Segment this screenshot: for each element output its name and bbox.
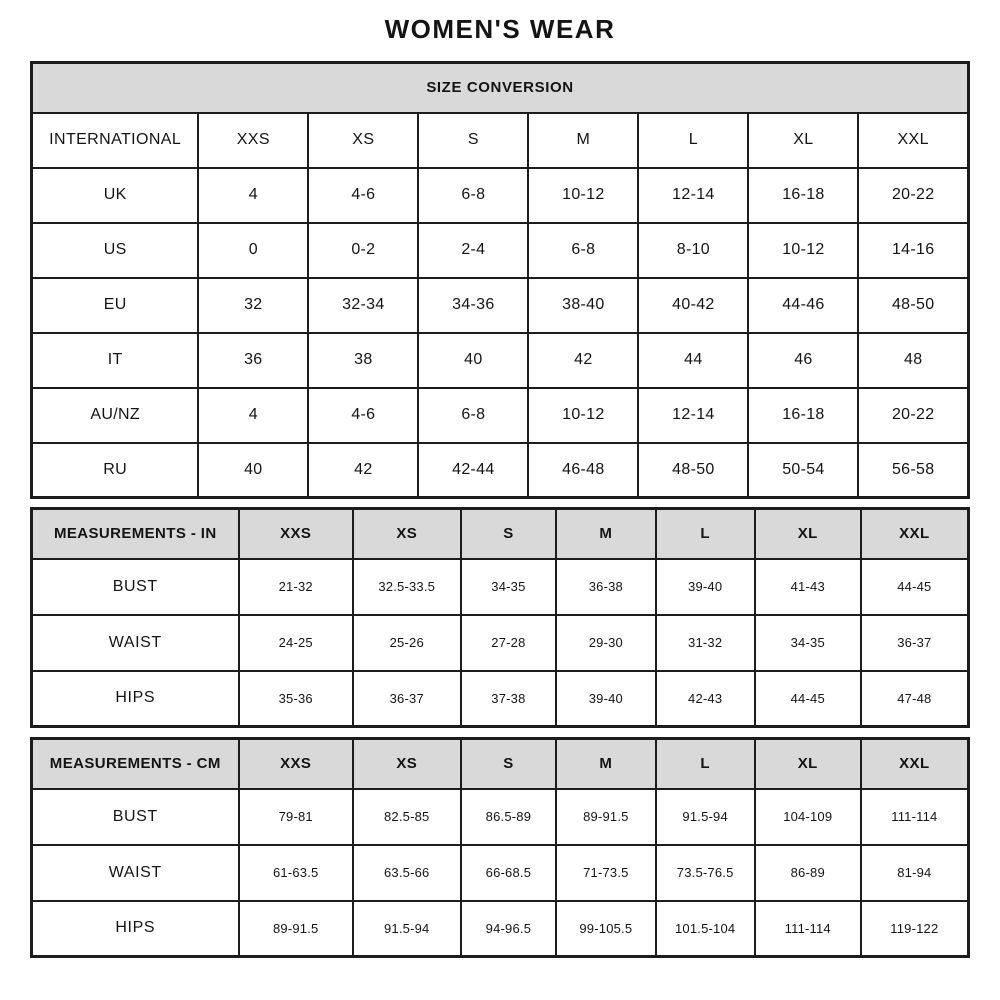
column-header: INTERNATIONAL <box>32 113 199 168</box>
column-header: XXS <box>239 509 353 559</box>
table-cell: 56-58 <box>858 443 968 498</box>
table-cell: 44-45 <box>861 559 969 615</box>
table-cell: 32-34 <box>308 278 418 333</box>
size-conversion-body <box>32 168 969 498</box>
table-cell: 66-68.5 <box>461 845 557 901</box>
table-cell: 10-12 <box>528 168 638 223</box>
column-header: XXS <box>239 739 353 789</box>
table-cell: 0 <box>198 223 308 278</box>
measurements-cm-body <box>32 789 969 957</box>
table-cell: 6-8 <box>418 388 528 443</box>
row-label: RU <box>32 443 199 498</box>
row-label: HIPS <box>32 901 239 957</box>
column-header: L <box>638 113 748 168</box>
table-cell: 37-38 <box>461 671 557 727</box>
table-cell: 36-38 <box>556 559 655 615</box>
table-cell: 34-35 <box>755 615 861 671</box>
column-header: L <box>656 739 755 789</box>
table-cell: 20-22 <box>858 388 968 443</box>
size-conversion-table <box>30 61 970 499</box>
table-cell: 4 <box>198 388 308 443</box>
table-cell: 48 <box>858 333 968 388</box>
table-cell: 34-35 <box>461 559 557 615</box>
table-cell: 35-36 <box>239 671 353 727</box>
table-cell: 39-40 <box>556 671 655 727</box>
table-row <box>32 388 969 443</box>
table-cell: 39-40 <box>656 559 755 615</box>
column-header: S <box>461 739 557 789</box>
column-header: L <box>656 509 755 559</box>
row-label: IT <box>32 333 199 388</box>
table-cell: 36-37 <box>353 671 461 727</box>
measurements-cm-table <box>30 737 970 958</box>
column-header: XS <box>308 113 418 168</box>
column-header: M <box>528 113 638 168</box>
column-header: XXL <box>858 113 968 168</box>
row-label: BUST <box>32 789 239 845</box>
table-cell: 73.5-76.5 <box>656 845 755 901</box>
column-header-row <box>32 739 969 789</box>
table-cell: 4 <box>198 168 308 223</box>
table-cell: 8-10 <box>638 223 748 278</box>
table-cell: 32.5-33.5 <box>353 559 461 615</box>
table-cell: 48-50 <box>858 278 968 333</box>
table-cell: 6-8 <box>418 168 528 223</box>
table-cell: 44-46 <box>748 278 858 333</box>
table-cell: 82.5-85 <box>353 789 461 845</box>
table-cell: 50-54 <box>748 443 858 498</box>
table-cell: 31-32 <box>656 615 755 671</box>
table-cell: 46 <box>748 333 858 388</box>
table-cell: 89-91.5 <box>556 789 655 845</box>
table-cell: 94-96.5 <box>461 901 557 957</box>
table-cell: 27-28 <box>461 615 557 671</box>
column-header: XL <box>755 509 861 559</box>
table-row <box>32 671 969 727</box>
table-cell: 29-30 <box>556 615 655 671</box>
table-banner-title: SIZE CONVERSION <box>32 63 969 113</box>
row-label: WAIST <box>32 615 239 671</box>
table-cell: 40 <box>418 333 528 388</box>
column-header: S <box>418 113 528 168</box>
table-cell: 36 <box>198 333 308 388</box>
table-cell: 91.5-94 <box>353 901 461 957</box>
table-title-cell: MEASUREMENTS - IN <box>32 509 239 559</box>
table-cell: 79-81 <box>239 789 353 845</box>
table-cell: 48-50 <box>638 443 748 498</box>
row-label: WAIST <box>32 845 239 901</box>
table-cell: 21-32 <box>239 559 353 615</box>
table-cell: 6-8 <box>528 223 638 278</box>
table-cell: 99-105.5 <box>556 901 655 957</box>
table-cell: 42-44 <box>418 443 528 498</box>
table-cell: 47-48 <box>861 671 969 727</box>
table-cell: 41-43 <box>755 559 861 615</box>
table-cell: 4-6 <box>308 168 418 223</box>
table-row <box>32 789 969 845</box>
row-label: BUST <box>32 559 239 615</box>
column-header: S <box>461 509 557 559</box>
table-cell: 111-114 <box>861 789 969 845</box>
column-header: XL <box>755 739 861 789</box>
table-cell: 25-26 <box>353 615 461 671</box>
table-row <box>32 443 969 498</box>
table-cell: 101.5-104 <box>656 901 755 957</box>
table-cell: 34-36 <box>418 278 528 333</box>
column-header: XL <box>748 113 858 168</box>
table-cell: 91.5-94 <box>656 789 755 845</box>
row-label: HIPS <box>32 671 239 727</box>
table-cell: 0-2 <box>308 223 418 278</box>
table-cell: 81-94 <box>861 845 969 901</box>
table-cell: 111-114 <box>755 901 861 957</box>
column-header: XS <box>353 739 461 789</box>
column-header-row <box>32 113 969 168</box>
table-cell: 38 <box>308 333 418 388</box>
table-cell: 44 <box>638 333 748 388</box>
table-cell: 119-122 <box>861 901 969 957</box>
table-cell: 89-91.5 <box>239 901 353 957</box>
table-cell: 86-89 <box>755 845 861 901</box>
column-header: XS <box>353 509 461 559</box>
table-cell: 42 <box>528 333 638 388</box>
table-cell: 4-6 <box>308 388 418 443</box>
table-cell: 10-12 <box>748 223 858 278</box>
table-cell: 38-40 <box>528 278 638 333</box>
table-cell: 63.5-66 <box>353 845 461 901</box>
table-row <box>32 333 969 388</box>
table-cell: 44-45 <box>755 671 861 727</box>
column-header-row <box>32 509 969 559</box>
table-cell: 16-18 <box>748 168 858 223</box>
table-banner-row <box>32 63 969 113</box>
table-row <box>32 559 969 615</box>
column-header: XXL <box>861 509 969 559</box>
column-header: XXS <box>198 113 308 168</box>
table-cell: 12-14 <box>638 168 748 223</box>
table-cell: 42 <box>308 443 418 498</box>
table-cell: 61-63.5 <box>239 845 353 901</box>
table-cell: 2-4 <box>418 223 528 278</box>
table-cell: 12-14 <box>638 388 748 443</box>
column-header: XXL <box>861 739 969 789</box>
row-label: US <box>32 223 199 278</box>
table-cell: 10-12 <box>528 388 638 443</box>
table-row <box>32 615 969 671</box>
table-title-cell: MEASUREMENTS - CM <box>32 739 239 789</box>
table-cell: 40-42 <box>638 278 748 333</box>
measurements-in-table <box>30 507 970 728</box>
row-label: AU/NZ <box>32 388 199 443</box>
table-cell: 36-37 <box>861 615 969 671</box>
table-cell: 24-25 <box>239 615 353 671</box>
page-title: WOMEN'S WEAR <box>384 14 616 44</box>
table-cell: 86.5-89 <box>461 789 557 845</box>
table-row <box>32 845 969 901</box>
column-header: M <box>556 509 655 559</box>
table-cell: 71-73.5 <box>556 845 655 901</box>
table-row <box>32 223 969 278</box>
column-header: M <box>556 739 655 789</box>
table-cell: 104-109 <box>755 789 861 845</box>
table-row <box>32 278 969 333</box>
table-cell: 46-48 <box>528 443 638 498</box>
table-cell: 40 <box>198 443 308 498</box>
table-cell: 32 <box>198 278 308 333</box>
table-cell: 42-43 <box>656 671 755 727</box>
table-cell: 16-18 <box>748 388 858 443</box>
table-cell: 20-22 <box>858 168 968 223</box>
table-row <box>32 168 969 223</box>
table-cell: 14-16 <box>858 223 968 278</box>
row-label: EU <box>32 278 199 333</box>
table-row <box>32 901 969 957</box>
measurements-in-body <box>32 559 969 727</box>
row-label: UK <box>32 168 199 223</box>
